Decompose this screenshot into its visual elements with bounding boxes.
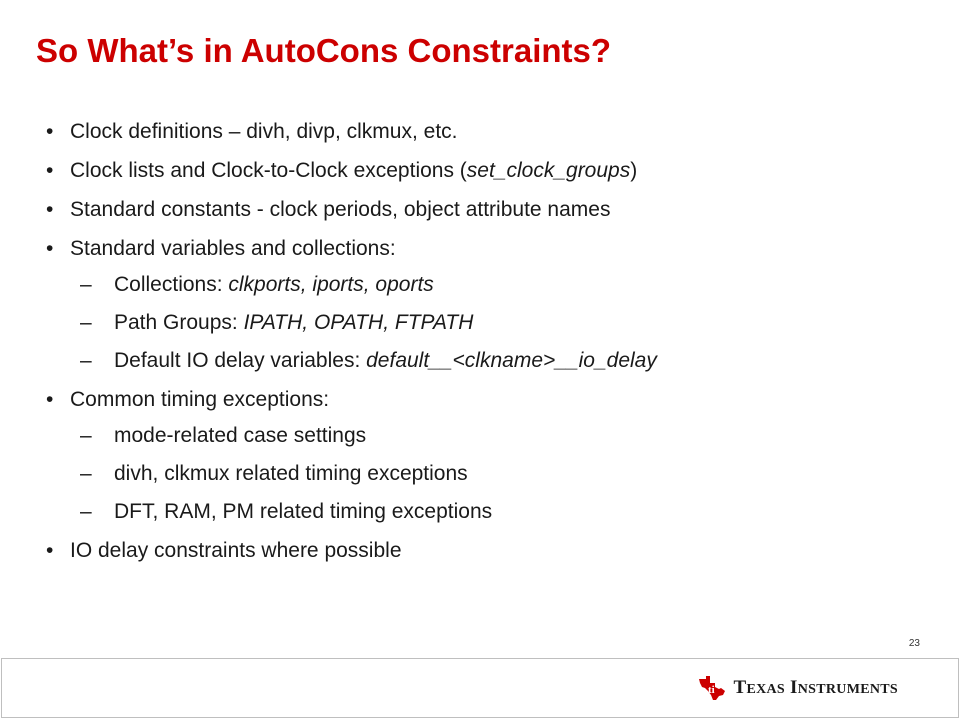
bullet-text-end: ) [630,159,638,182]
sub-text-italic: clkports, iports, oports [228,273,434,296]
sub-text-italic: default__<clkname>__io_delay [366,349,657,372]
sub-dash: – [80,349,92,372]
svg-text:ti: ti [708,684,716,696]
sub-text-italic: IPATH, OPATH, FTPATH [243,311,474,334]
sub-item [80,424,936,448]
bullet-text: IO delay constraints where possible [70,539,402,562]
bullet-item [46,198,926,222]
bullet-text: Clock lists and Clock-to-Clock exceptions ( [70,159,467,182]
sub-list-variables [70,273,926,373]
logo-wordmark: TEXAS INSTRUMENTS [733,677,898,698]
bullet-item [46,237,926,373]
bullet-text: Standard variables and collections: [70,237,396,260]
texas-instruments-logo-icon [697,675,727,701]
sub-item [80,273,936,297]
bullet-item [46,388,926,524]
bullet-dot: • [46,388,54,411]
bullet-dot: • [46,539,54,562]
sub-text: Collections: [114,273,229,296]
sub-dash: – [80,462,92,485]
sub-dash: – [80,500,92,523]
sub-dash: – [80,424,92,447]
bullet-item [46,539,926,563]
sub-text: DFT, RAM, PM related timing exceptions [114,500,493,523]
bullet-dot: • [46,198,54,221]
bullet-text: Standard constants - clock periods, object attribute names [70,198,611,221]
sub-text: mode-related case settings [114,424,367,447]
company-logo [697,675,898,701]
sub-item [80,462,936,486]
bullet-dot: • [46,237,54,260]
page-number: 23 [908,638,920,649]
sub-text: Default IO delay variables: [114,349,367,372]
bullet-dot: • [46,159,54,182]
bullet-item [46,159,926,183]
sub-dash: – [80,273,92,296]
sub-list-exceptions [70,424,926,524]
bullet-text: Common timing exceptions: [70,388,330,411]
bullet-dot: • [46,120,54,143]
slide-title: So What’s in AutoCons Constraints? [36,32,612,69]
sub-text: divh, clkmux related timing exceptions [114,462,468,485]
slide-content [46,120,926,578]
bullet-text: Clock definitions – divh, divp, clkmux, etc. [70,120,458,143]
sub-text: Path Groups: [114,311,244,334]
sub-item [80,349,936,373]
sub-item [80,500,936,524]
bullet-text-italic: set_clock_groups [466,159,631,182]
bullet-item [46,120,926,144]
sub-item [80,311,936,335]
footer-bar [1,658,959,718]
sub-dash: – [80,311,92,334]
